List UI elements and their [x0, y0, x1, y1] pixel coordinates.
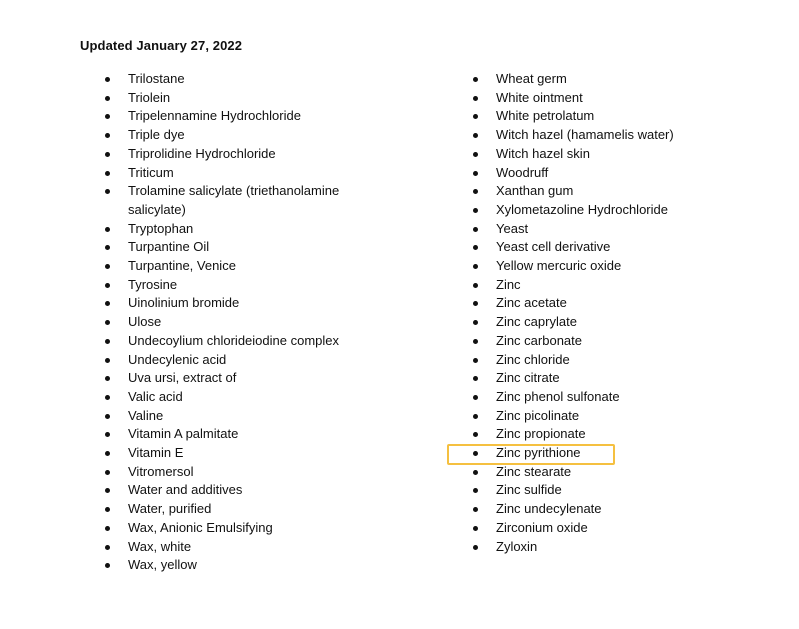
list-item-label: Vitamin A palmitate — [128, 426, 239, 442]
bullet-icon — [105, 488, 110, 493]
list-item — [472, 70, 702, 89]
list-item — [104, 519, 364, 538]
list-item-label: Uva ursi, extract of — [128, 370, 237, 386]
list-item-label: Yeast cell derivative — [496, 239, 611, 255]
list-item-label: Tyrosine — [128, 276, 178, 292]
list-item-label: Tripelennamine Hydrochloride — [128, 108, 301, 124]
list-item — [104, 220, 364, 239]
list-item — [472, 407, 702, 426]
bullet-icon — [473, 283, 478, 288]
bullet-icon — [105, 414, 110, 419]
ingredient-list-right — [472, 70, 702, 556]
list-item — [472, 519, 702, 538]
page-title: Updated January 27, 2022 — [80, 38, 243, 53]
list-item-label: Turpantine Oil — [128, 239, 210, 255]
list-item — [472, 388, 702, 407]
list-item — [472, 257, 702, 276]
bullet-icon — [105, 545, 110, 550]
bullet-icon — [105, 320, 110, 325]
list-item — [104, 388, 364, 407]
list-item-label: Zinc pyrithione — [496, 445, 581, 461]
bullet-icon — [473, 432, 478, 437]
list-item — [472, 107, 702, 126]
list-item — [104, 407, 364, 426]
list-item-label: Witch hazel (hamamelis water) — [496, 127, 674, 143]
list-item — [472, 145, 702, 164]
list-item-label: Zinc phenol sulfonate — [496, 388, 620, 404]
list-item — [472, 369, 702, 388]
bullet-icon — [105, 152, 110, 157]
ingredient-list-left — [104, 70, 364, 575]
list-item-label: Valic acid — [128, 388, 183, 404]
bullet-icon — [105, 563, 110, 568]
bullet-icon — [105, 507, 110, 512]
bullet-icon — [473, 133, 478, 138]
list-item-label: Undecoylium chlorideiodine complex — [128, 332, 339, 348]
list-item-label: Zinc acetate — [496, 295, 567, 311]
bullet-icon — [473, 414, 478, 419]
list-item-label: Zinc undecylenate — [496, 501, 602, 517]
list-item-label: Trilostane — [128, 71, 185, 86]
list-item-label: Water and additives — [128, 482, 243, 498]
list-item-label: Vitromersol — [128, 463, 194, 479]
bullet-icon — [105, 114, 110, 119]
list-item-label: Zinc picolinate — [496, 407, 580, 423]
list-item — [472, 332, 702, 351]
list-item-label: Wheat germ — [496, 71, 567, 86]
list-item — [104, 294, 364, 313]
list-item-label: Zinc carbonate — [496, 332, 582, 348]
bullet-icon — [105, 96, 110, 101]
list-item-label: Valine — [128, 407, 164, 423]
bullet-icon — [105, 395, 110, 400]
list-item — [104, 107, 364, 126]
bullet-icon — [105, 470, 110, 475]
list-item — [472, 238, 702, 257]
bullet-icon — [105, 301, 110, 306]
list-item — [472, 313, 702, 332]
list-item — [472, 182, 702, 201]
list-item — [472, 276, 702, 295]
list-item — [104, 238, 364, 257]
list-item — [472, 201, 702, 220]
bullet-icon — [473, 395, 478, 400]
bullet-icon — [473, 77, 478, 82]
bullet-icon — [473, 376, 478, 381]
bullet-icon — [105, 283, 110, 288]
list-item-label: Wax, yellow — [128, 557, 197, 573]
bullet-icon — [473, 545, 478, 550]
list-item-label: Zinc caprylate — [496, 314, 577, 330]
list-item-label: Triprolidine Hydrochloride — [128, 145, 276, 161]
list-item — [104, 425, 364, 444]
bullet-icon — [473, 114, 478, 119]
bullet-icon — [105, 189, 110, 194]
list-item-label: Tryptophan — [128, 220, 194, 236]
list-item-label: Undecylenic acid — [128, 351, 227, 367]
list-item-label: Xylometazoline Hydrochloride — [496, 201, 668, 217]
list-item-label: Trolamine salicylate (triethanolamine salicylate) — [128, 183, 340, 217]
list-item — [104, 126, 364, 145]
list-item — [104, 556, 364, 575]
list-item-label: Ulose — [128, 314, 162, 330]
bullet-icon — [473, 470, 478, 475]
bullet-icon — [105, 264, 110, 269]
list-item-label: Woodruff — [496, 164, 549, 180]
list-item-label: Water, purified — [128, 501, 212, 517]
bullet-icon — [105, 376, 110, 381]
bullet-icon — [473, 358, 478, 363]
list-item — [104, 276, 364, 295]
list-item-label: Triolein — [128, 89, 171, 105]
list-item — [472, 500, 702, 519]
list-item — [472, 463, 702, 482]
list-item — [472, 220, 702, 239]
list-item-label: Wax, Anionic Emulsifying — [128, 519, 273, 535]
list-item — [104, 70, 364, 89]
list-item-label: Turpantine, Venice — [128, 258, 236, 274]
list-item-label: Xanthan gum — [496, 183, 574, 199]
bullet-icon — [105, 432, 110, 437]
list-item — [472, 481, 702, 500]
list-item — [104, 164, 364, 183]
list-item-label: Triple dye — [128, 127, 185, 143]
list-item — [472, 351, 702, 370]
list-item-label: Zinc — [496, 276, 521, 292]
list-item — [104, 351, 364, 370]
bullet-icon — [105, 339, 110, 344]
list-item-label: White petrolatum — [496, 108, 595, 124]
bullet-icon — [473, 488, 478, 493]
list-item-label: Zyloxin — [496, 538, 538, 554]
list-item-label: White ointment — [496, 89, 583, 105]
bullet-icon — [105, 451, 110, 456]
bullet-icon — [473, 171, 478, 176]
list-item — [472, 538, 702, 557]
list-item-label: Zinc chloride — [496, 351, 570, 367]
bullet-icon — [473, 339, 478, 344]
list-item-label: Triticum — [128, 164, 174, 180]
list-item — [104, 145, 364, 164]
list-item-label: Zinc sulfide — [496, 482, 562, 498]
bullet-icon — [473, 507, 478, 512]
list-item-label: Yeast — [496, 220, 529, 236]
bullet-icon — [473, 96, 478, 101]
list-item — [104, 332, 364, 351]
bullet-icon — [473, 264, 478, 269]
bullet-icon — [105, 171, 110, 176]
list-item-label: Zinc citrate — [496, 370, 560, 386]
bullet-icon — [105, 245, 110, 250]
list-item — [104, 538, 364, 557]
list-item — [104, 369, 364, 388]
list-item-label: Zinc propionate — [496, 426, 586, 442]
list-item-highlighted — [472, 444, 702, 463]
bullet-icon — [105, 77, 110, 82]
bullet-icon — [105, 526, 110, 531]
bullet-icon — [473, 189, 478, 194]
bullet-icon — [473, 152, 478, 157]
list-item — [104, 313, 364, 332]
list-item — [472, 89, 702, 108]
list-item — [104, 463, 364, 482]
list-item-label: Zinc stearate — [496, 463, 572, 479]
list-item-label: Wax, white — [128, 538, 192, 554]
list-item — [104, 257, 364, 276]
list-item-label: Yellow mercuric oxide — [496, 258, 622, 274]
bullet-icon — [473, 526, 478, 531]
list-item — [104, 89, 364, 108]
list-item-label: Vitamin E — [128, 445, 184, 461]
bullet-icon — [473, 301, 478, 306]
list-item — [472, 425, 702, 444]
bullet-icon — [473, 320, 478, 325]
bullet-icon — [473, 451, 478, 456]
bullet-icon — [105, 227, 110, 232]
list-item-label: Witch hazel skin — [496, 145, 590, 161]
list-item-label: Uinolinium bromide — [128, 295, 240, 311]
bullet-icon — [473, 227, 478, 232]
list-item — [104, 500, 364, 519]
bullet-icon — [473, 245, 478, 250]
list-item — [104, 481, 364, 500]
list-item — [104, 182, 364, 219]
list-item — [472, 164, 702, 183]
bullet-icon — [105, 358, 110, 363]
list-item — [472, 126, 702, 145]
list-item-label: Zirconium oxide — [496, 519, 588, 535]
list-item — [104, 444, 364, 463]
bullet-icon — [105, 133, 110, 138]
list-item — [472, 294, 702, 313]
bullet-icon — [473, 208, 478, 213]
